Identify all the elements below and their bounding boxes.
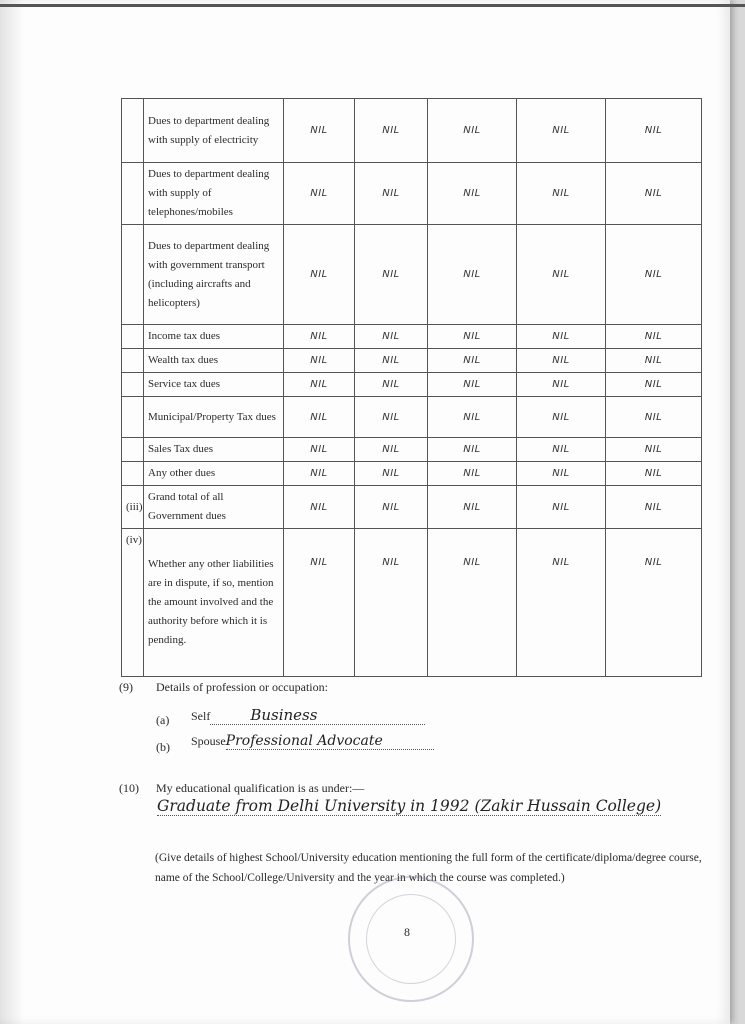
row-value: NIL xyxy=(355,529,428,677)
row-label: Grand total of all Government dues xyxy=(144,486,284,529)
row-value: NIL xyxy=(428,163,517,225)
section-9-title: Details of profession or occupation: xyxy=(156,680,328,694)
page-number: 8 xyxy=(404,925,410,939)
row-value: NIL xyxy=(606,529,702,677)
table-row xyxy=(122,99,702,163)
self-row xyxy=(191,706,441,725)
row-number xyxy=(122,163,144,225)
table-row xyxy=(122,225,702,325)
row-label: Sales Tax dues xyxy=(144,438,284,462)
row-value: NIL xyxy=(284,397,355,438)
row-number xyxy=(122,325,144,349)
self-label: (a) xyxy=(156,713,170,727)
row-label: Dues to department dealing with government transport (including aircrafts and helicopters) xyxy=(144,225,284,325)
row-value: NIL xyxy=(284,486,355,529)
row-value: NIL xyxy=(284,438,355,462)
row-number xyxy=(122,349,144,373)
table-row xyxy=(122,529,702,677)
row-value: NIL xyxy=(355,325,428,349)
row-value: NIL xyxy=(355,438,428,462)
row-value: NIL xyxy=(428,225,517,325)
self-text: Self xyxy=(191,709,211,723)
table-row xyxy=(122,373,702,397)
government-dues-table xyxy=(121,98,702,677)
row-label: Dues to department dealing with supply of telephones/mobiles xyxy=(144,163,284,225)
row-number: (iii) xyxy=(122,486,144,529)
row-number xyxy=(122,373,144,397)
row-value: NIL xyxy=(355,397,428,438)
row-number: (iv) xyxy=(122,529,144,677)
row-number xyxy=(122,462,144,486)
row-value: NIL xyxy=(517,325,606,349)
table-row xyxy=(122,486,702,529)
row-value: NIL xyxy=(428,438,517,462)
spouse-row xyxy=(191,733,446,750)
table-row xyxy=(122,397,702,438)
table-row xyxy=(122,462,702,486)
row-value: NIL xyxy=(355,373,428,397)
row-value: NIL xyxy=(355,462,428,486)
row-value: NIL xyxy=(606,486,702,529)
row-value: NIL xyxy=(517,462,606,486)
row-value: NIL xyxy=(428,373,517,397)
row-value: NIL xyxy=(284,225,355,325)
row-value: NIL xyxy=(517,397,606,438)
row-value: NIL xyxy=(606,373,702,397)
row-value: NIL xyxy=(355,225,428,325)
row-value: NIL xyxy=(517,529,606,677)
row-value: NIL xyxy=(428,486,517,529)
section-10-number: (10) xyxy=(119,781,139,795)
row-value: NIL xyxy=(517,373,606,397)
row-label: Service tax dues xyxy=(144,373,284,397)
notary-stamp xyxy=(348,876,474,1002)
self-value: Business xyxy=(250,706,318,724)
row-number xyxy=(122,225,144,325)
spouse-text: Spouse xyxy=(191,734,226,748)
row-value: NIL xyxy=(517,163,606,225)
row-value: NIL xyxy=(284,325,355,349)
row-value: NIL xyxy=(606,163,702,225)
row-value: NIL xyxy=(428,529,517,677)
row-value: NIL xyxy=(606,325,702,349)
row-value: NIL xyxy=(606,225,702,325)
row-value: NIL xyxy=(428,99,517,163)
row-value: NIL xyxy=(606,438,702,462)
table-row xyxy=(122,349,702,373)
table-row xyxy=(122,163,702,225)
row-value: NIL xyxy=(284,349,355,373)
table-row xyxy=(122,438,702,462)
spouse-value: Professional Advocate xyxy=(225,733,383,749)
section-10-title: My educational qualification is as under:— xyxy=(156,781,365,795)
row-value: NIL xyxy=(428,349,517,373)
row-number xyxy=(122,438,144,462)
education-row xyxy=(157,797,697,816)
row-value: NIL xyxy=(517,99,606,163)
top-edge xyxy=(0,4,745,7)
row-value: NIL xyxy=(284,462,355,486)
row-value: NIL xyxy=(606,462,702,486)
row-value: NIL xyxy=(284,529,355,677)
education-value: Graduate from Delhi University in 1992 (Zakir Hussain College) xyxy=(157,797,662,815)
row-label: Municipal/Property Tax dues xyxy=(144,397,284,438)
row-label: Whether any other liabilities are in dispute, if so, mention the amount involved and the authority before which it is pending. xyxy=(144,529,284,677)
row-label: Wealth tax dues xyxy=(144,349,284,373)
row-number xyxy=(122,397,144,438)
row-label: Any other dues xyxy=(144,462,284,486)
row-value: NIL xyxy=(517,438,606,462)
row-number xyxy=(122,99,144,163)
row-value: NIL xyxy=(517,225,606,325)
row-label: Income tax dues xyxy=(144,325,284,349)
education-note: (Give details of highest School/University education mentioning the full form of the certificate/diploma/degree course, name of the School/College/University and the year in which the course was completed.) xyxy=(155,852,702,884)
row-value: NIL xyxy=(428,325,517,349)
row-value: NIL xyxy=(428,397,517,438)
row-value: NIL xyxy=(355,486,428,529)
row-value: NIL xyxy=(284,99,355,163)
section-9-number: (9) xyxy=(119,680,133,694)
row-value: NIL xyxy=(517,349,606,373)
row-label: Dues to department dealing with supply of electricity xyxy=(144,99,284,163)
row-value: NIL xyxy=(428,462,517,486)
row-value: NIL xyxy=(355,349,428,373)
row-value: NIL xyxy=(355,163,428,225)
row-value: NIL xyxy=(284,163,355,225)
row-value: NIL xyxy=(606,349,702,373)
row-value: NIL xyxy=(606,397,702,438)
row-value: NIL xyxy=(517,486,606,529)
row-value: NIL xyxy=(284,373,355,397)
table-row xyxy=(122,325,702,349)
row-value: NIL xyxy=(606,99,702,163)
row-value: NIL xyxy=(355,99,428,163)
spouse-label: (b) xyxy=(156,740,170,754)
